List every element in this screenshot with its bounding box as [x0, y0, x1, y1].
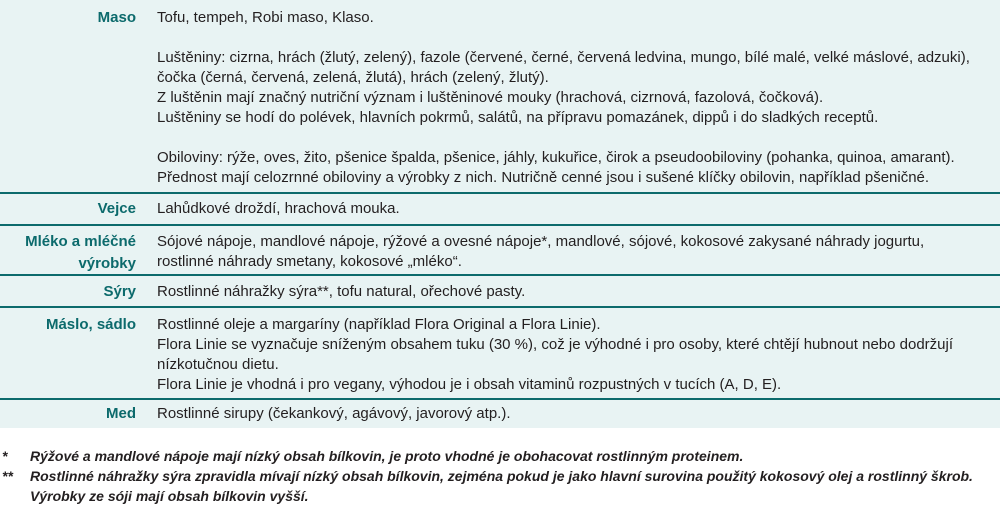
footnote — [0, 446, 1000, 466]
row-content — [157, 232, 993, 272]
row-content — [157, 282, 993, 302]
row-label: Vejce — [97, 200, 136, 217]
table-row-vejce — [0, 194, 1000, 224]
content-line: Lahůdkové droždí, hrachová mouka. — [157, 200, 400, 217]
content-line: Obiloviny: rýže, oves, žito, pšenice špalda, pšenice, jáhly, kukuřice, čirok a pseudoobiloviny (pohanka, quinoa, amarant). — [157, 149, 955, 166]
row-label-line: výrobky — [78, 255, 136, 272]
footnote — [0, 466, 1000, 506]
content-line: nízkotučnou dietu. — [157, 356, 279, 373]
row-label-line: Mléko a mléčné — [25, 233, 136, 250]
table-row-mleko — [0, 226, 1000, 274]
content-line: Tofu, tempeh, Robi maso, Klaso. — [157, 9, 374, 26]
content-line: Luštěniny: cizrna, hrách (žlutý, zelený), fazole (červené, černé, červená ledvina, mungo, bílé malé, velké máslové, adzuki), — [157, 49, 970, 66]
table-row-maslo — [0, 308, 1000, 398]
content-line: Rostlinné náhražky sýra**, tofu natural, ořechové pasty. — [157, 283, 526, 300]
content-line: Flora Linie se vyznačuje sníženým obsahem tuku (30 %), což je výhodné i pro osoby, které chtějí hubnout nebo dodržují — [157, 336, 953, 353]
row-label: Máslo, sádlo — [45, 316, 136, 333]
row-content — [157, 404, 993, 424]
footnote-text: Rostlinné náhražky sýra zpravidla mívají nízký obsah bílkovin, zejména pokud je jako hlavní surovina použitý kokosový olej a rostlinný škrob. — [30, 468, 973, 484]
footnotes — [0, 446, 1000, 506]
content-line: Z luštěnin mají značný nutriční význam i luštěninové mouky (hrachová, cizrnová, fazolová, čočková). — [157, 89, 824, 106]
content-line: Sójové nápoje, mandlové nápoje, rýžové a ovesné nápoje*, mandlové, sójové, kokosové zakysané náhrady jogurtu, — [157, 233, 925, 250]
content-line: Rostlinné sirupy (čekankový, agávový, javorový atp.). — [157, 405, 511, 422]
row-label: Med — [106, 405, 136, 422]
row-content — [157, 199, 993, 219]
footnote-mark: ** — [2, 468, 13, 484]
table-row-syry — [0, 276, 1000, 306]
row-label — [0, 231, 136, 275]
footnote-text: Rýžové a mandlové nápoje mají nízký obsah bílkovin, je proto vhodné je obohacovat rostlinným proteinem. — [30, 448, 744, 464]
row-label: Sýry — [103, 283, 136, 300]
row-content — [157, 315, 993, 395]
footnote-mark: * — [2, 448, 8, 464]
content-line: rostlinné náhrady smetany, kokosové „mléko“. — [157, 253, 462, 270]
table-row-maso — [0, 0, 1000, 192]
content-line: Rostlinné oleje a margaríny (například Flora Original a Flora Linie). — [157, 316, 601, 333]
table-row-med — [0, 400, 1000, 428]
content-line: Luštěniny se hodí do polévek, hlavních pokrmů, salátů, na přípravu pomazánek, dippů i do sladkých receptů. — [157, 109, 879, 126]
footnote-text: Výrobky ze sóji mají obsah bílkovin vyšší. — [30, 488, 309, 504]
content-line: čočka (černá, červená, zelená, žlutá), hrách (zelený, žlutý). — [157, 69, 549, 86]
row-label: Maso — [97, 9, 136, 26]
row-content — [157, 8, 993, 188]
content-line: Přednost mají celozrnné obiloviny a výrobky z nich. Nutričně cenné jsou i sušené klíčky obilovin, například pšeničné. — [157, 169, 930, 186]
content-line: Flora Linie je vhodná i pro vegany, výhodou je i obsah vitaminů rozpustných v tucích (A, D, E). — [157, 376, 782, 393]
